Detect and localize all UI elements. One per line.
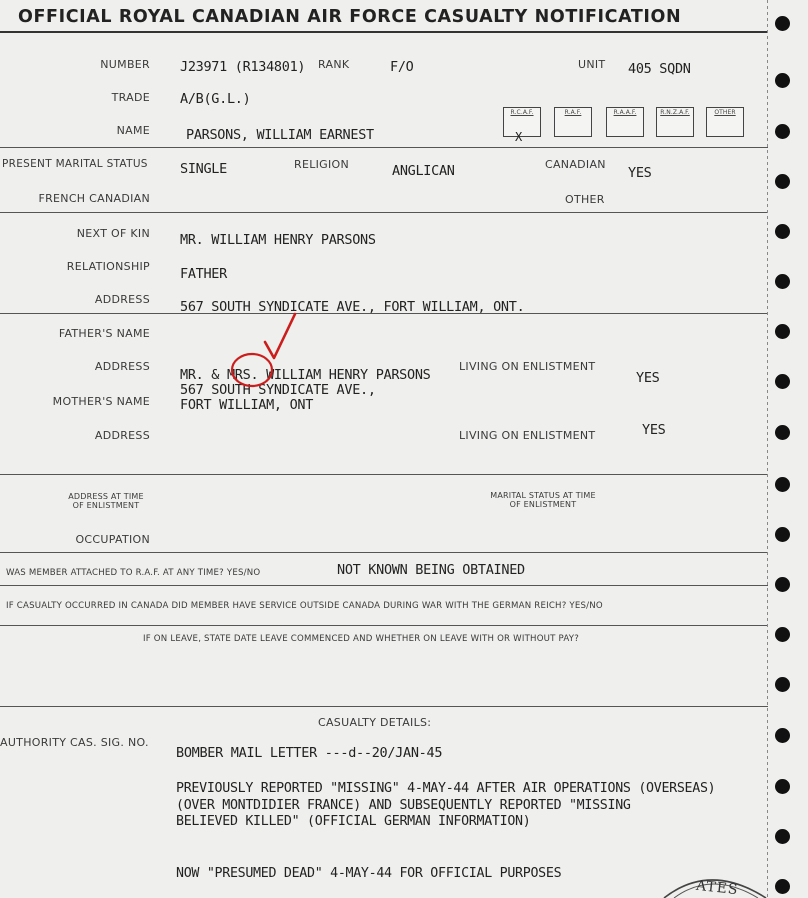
checkmark-annotation bbox=[225, 312, 305, 390]
address-label: ADDRESS bbox=[94, 293, 150, 306]
punch-hole bbox=[775, 728, 790, 743]
punch-hole bbox=[775, 274, 790, 289]
relationship-label: RELATIONSHIP bbox=[66, 260, 150, 273]
rule-8 bbox=[0, 706, 768, 707]
parents-line-1: MR. & MRS. WILLIAM HENRY PARSONS bbox=[180, 367, 431, 383]
punch-hole bbox=[775, 174, 790, 189]
address-value: 567 SOUTH SYNDICATE AVE., FORT WILLIAM, ONT. bbox=[180, 299, 525, 315]
rule-6 bbox=[0, 585, 768, 586]
service-box-rcaf: R.C.A.F. bbox=[503, 107, 541, 137]
punch-hole bbox=[775, 73, 790, 88]
rule-4 bbox=[0, 474, 768, 475]
rule-7 bbox=[0, 625, 768, 626]
next-of-kin-value: MR. WILLIAM HENRY PARSONS bbox=[180, 232, 376, 248]
authority-label: AUTHORITY CAS. SIG. NO. bbox=[0, 736, 149, 749]
mother-living-label: LIVING ON ENLISTMENT bbox=[459, 429, 596, 442]
attached-raf-value: NOT KNOWN BEING OBTAINED bbox=[337, 562, 525, 578]
father-address-label: ADDRESS bbox=[94, 360, 150, 373]
other-label: OTHER bbox=[565, 193, 605, 206]
punch-hole bbox=[775, 527, 790, 542]
religion-value: ANGLICAN bbox=[392, 163, 455, 179]
fathers-name-label: FATHER'S NAME bbox=[58, 327, 150, 340]
unit-label: UNIT bbox=[578, 58, 606, 71]
father-living-value: YES bbox=[636, 370, 660, 386]
parents-block bbox=[180, 368, 431, 413]
punch-hole bbox=[775, 477, 790, 492]
rule-title bbox=[0, 31, 768, 33]
rank-value: F/O bbox=[390, 59, 414, 75]
form-title: OFFICIAL ROYAL CANADIAN AIR FORCE CASUALTY NOTIFICATION bbox=[18, 7, 682, 27]
marital-status-value: SINGLE bbox=[180, 161, 227, 177]
marital-at-enlistment-label: MARITAL STATUS AT TIME OF ENLISTMENT bbox=[490, 491, 596, 509]
rule-1 bbox=[0, 147, 768, 148]
punch-hole bbox=[775, 879, 790, 894]
service-box-other: OTHER bbox=[706, 107, 744, 137]
punch-hole bbox=[775, 577, 790, 592]
box-mark: X bbox=[515, 130, 522, 144]
mother-living-value: YES bbox=[642, 422, 666, 438]
stamp-text: ATES bbox=[695, 877, 740, 898]
canadian-label: CANADIAN bbox=[545, 158, 606, 171]
relationship-value: FATHER bbox=[180, 266, 227, 282]
punch-hole bbox=[775, 124, 790, 139]
punch-hole bbox=[775, 374, 790, 389]
punch-hole bbox=[775, 16, 790, 31]
next-of-kin-label: NEXT OF KIN bbox=[76, 227, 150, 240]
number-label: NUMBER bbox=[100, 58, 150, 71]
trade-label: TRADE bbox=[111, 91, 150, 104]
punch-hole bbox=[775, 627, 790, 642]
unit-value: 405 SQDN bbox=[628, 61, 691, 77]
service-box-raaf: R.A.A.F. bbox=[606, 107, 644, 137]
casualty-details-label: CASUALTY DETAILS: bbox=[318, 716, 432, 729]
religion-label: RELIGION bbox=[294, 158, 350, 171]
authority-value: BOMBER MAIL LETTER ---d--20/JAN-45 bbox=[176, 745, 443, 761]
occupation-label: OCCUPATION bbox=[75, 533, 150, 546]
punch-hole bbox=[775, 425, 790, 440]
father-living-label: LIVING ON ENLISTMENT bbox=[459, 360, 596, 373]
detail-line-3: BELIEVED KILLED" (OFFICIAL GERMAN INFORMATION) bbox=[176, 814, 531, 829]
service-box-rnzaf: R.N.Z.A.F. bbox=[656, 107, 694, 137]
canadian-value: YES bbox=[628, 165, 652, 181]
casualty-details-block bbox=[176, 781, 715, 831]
trade-value: A/B(G.L.) bbox=[180, 91, 251, 107]
name-label: NAME bbox=[116, 124, 150, 137]
marital-status-label: PRESENT MARITAL STATUS bbox=[2, 158, 148, 170]
punch-hole bbox=[775, 779, 790, 794]
service-outside-label: IF CASUALTY OCCURRED IN CANADA DID MEMBER HAVE SERVICE OUTSIDE CANADA DURING WAR WITH THE GERMAN REICH? YES/NO bbox=[6, 601, 603, 611]
mother-address-label: ADDRESS bbox=[94, 429, 150, 442]
parents-line-3: FORT WILLIAM, ONT bbox=[180, 397, 314, 413]
rank-label: RANK bbox=[318, 58, 350, 71]
name-value: PARSONS, WILLIAM EARNEST bbox=[186, 127, 374, 143]
perforation-line bbox=[767, 0, 768, 898]
rule-5 bbox=[0, 552, 768, 553]
french-canadian-label: FRENCH CANADIAN bbox=[38, 192, 150, 205]
detail-line-2: (OVER MONTDIDIER FRANCE) AND SUBSEQUENTLY REPORTED "MISSING bbox=[176, 797, 631, 813]
rule-2 bbox=[0, 212, 768, 213]
number-value: J23971 (R134801) bbox=[180, 59, 306, 75]
address-at-enlistment-label: ADDRESS AT TIME OF ENLISTMENT bbox=[68, 492, 144, 510]
punch-hole bbox=[775, 224, 790, 239]
leave-label: IF ON LEAVE, STATE DATE LEAVE COMMENCED AND WHETHER ON LEAVE WITH OR WITHOUT PAY? bbox=[143, 634, 579, 644]
parents-line-2: 567 SOUTH SYNDICATE AVE., bbox=[180, 382, 376, 398]
detail-line-4: NOW "PRESUMED DEAD" 4-MAY-44 FOR OFFICIAL PURPOSES bbox=[176, 866, 562, 881]
service-box-raf: R.A.F. bbox=[554, 107, 592, 137]
attached-raf-label: WAS MEMBER ATTACHED TO R.A.F. AT ANY TIME? YES/NO bbox=[6, 568, 261, 578]
detail-line-1: PREVIOUSLY REPORTED "MISSING" 4-MAY-44 AFTER AIR OPERATIONS (OVERSEAS) bbox=[176, 781, 716, 796]
punch-hole bbox=[775, 677, 790, 692]
punch-hole bbox=[775, 324, 790, 339]
punch-hole bbox=[775, 829, 790, 844]
mothers-name-label: MOTHER'S NAME bbox=[52, 395, 150, 408]
